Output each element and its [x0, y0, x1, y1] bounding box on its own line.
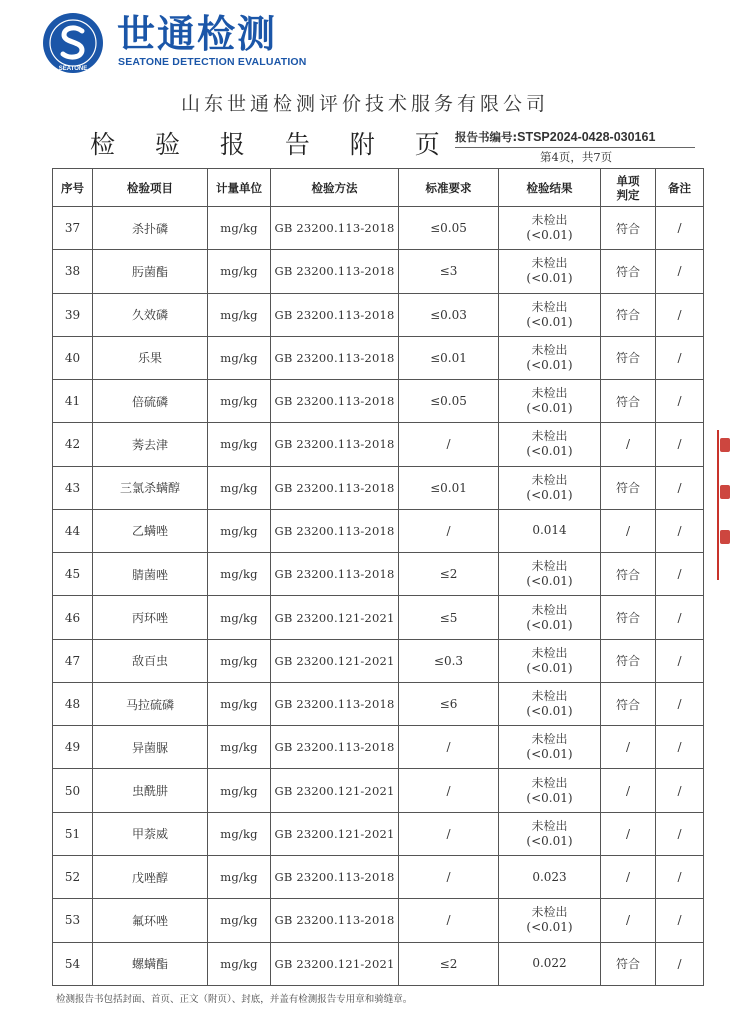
seatone-logo	[42, 12, 104, 74]
cell-standard: /	[399, 812, 499, 855]
cell-judge: 符合	[601, 380, 656, 423]
cell-method: GB 23200.113-2018	[271, 682, 399, 725]
result-limit: (<0.01)	[526, 617, 573, 632]
logo-text: SEATONE	[58, 66, 88, 72]
result-value: 未检出	[531, 429, 568, 444]
result-value: 未检出	[531, 342, 568, 357]
result-limit: (<0.01)	[526, 357, 573, 372]
cell-standard: ≤0.3	[399, 639, 499, 682]
result-value: 未检出	[531, 559, 568, 574]
cell-no: 39	[53, 293, 93, 336]
cell-item: 杀扑磷	[93, 207, 208, 250]
cell-standard: /	[399, 899, 499, 942]
cell-unit: mg/kg	[208, 336, 271, 379]
cell-item: 敌百虫	[93, 639, 208, 682]
cell-method: GB 23200.113-2018	[271, 726, 399, 769]
footer-note: 检测报告书包括封面、首页、正文（附页）、封底，并盖有检测报告专用章和骑缝章。	[56, 994, 413, 1005]
table-row	[53, 639, 704, 682]
result-limit: (<0.01)	[526, 833, 573, 848]
cell-remark: /	[656, 682, 704, 725]
result-value: 未检出	[531, 689, 568, 704]
cell-standard: ≤2	[399, 942, 499, 985]
cell-item: 乐果	[93, 336, 208, 379]
cell-remark: /	[656, 509, 704, 552]
cell-unit: mg/kg	[208, 769, 271, 812]
report-number-value: STSP2024-0428-030161	[517, 130, 656, 144]
cell-no: 46	[53, 596, 93, 639]
cell-method: GB 23200.113-2018	[271, 336, 399, 379]
cell-remark: /	[656, 293, 704, 336]
cell-item: 氟环唑	[93, 899, 208, 942]
cell-unit: mg/kg	[208, 293, 271, 336]
seam-stamp	[717, 430, 730, 580]
result-limit: (<0.01)	[526, 314, 573, 329]
cell-no: 41	[53, 380, 93, 423]
cell-unit: mg/kg	[208, 466, 271, 509]
table-row	[53, 596, 704, 639]
cell-method: GB 23200.113-2018	[271, 509, 399, 552]
result-limit: (<0.01)	[526, 660, 573, 675]
cell-judge: 符合	[601, 682, 656, 725]
cell-standard: ≤0.05	[399, 380, 499, 423]
table-row	[53, 380, 704, 423]
company-name: 山东世通检测评价技术服务有限公司	[180, 93, 549, 115]
cell-result	[499, 639, 601, 682]
result-limit: (<0.01)	[526, 790, 573, 805]
page-info: 第4页，共7页	[540, 150, 613, 164]
cell-judge: 符合	[601, 336, 656, 379]
cell-item: 乙螨唑	[93, 509, 208, 552]
cell-unit: mg/kg	[208, 553, 271, 596]
cell-remark: /	[656, 207, 704, 250]
result-value: 未检出	[531, 386, 568, 401]
cell-item: 久效磷	[93, 293, 208, 336]
result-limit: (<0.01)	[526, 920, 573, 935]
cell-result	[499, 596, 601, 639]
cell-method: GB 23200.113-2018	[271, 553, 399, 596]
cell-unit: mg/kg	[208, 250, 271, 293]
cell-remark: /	[656, 942, 704, 985]
cell-result	[499, 336, 601, 379]
cell-standard: ≤0.01	[399, 336, 499, 379]
cell-result	[499, 899, 601, 942]
result-value: 未检出	[531, 775, 568, 790]
cell-item: 马拉硫磷	[93, 682, 208, 725]
cell-standard: ≤3	[399, 250, 499, 293]
cell-standard: ≤0.01	[399, 466, 499, 509]
cell-judge: 符合	[601, 553, 656, 596]
header-method: 检验方法	[271, 169, 399, 207]
cell-item: 异菌脲	[93, 726, 208, 769]
cell-remark: /	[656, 769, 704, 812]
cell-no: 37	[53, 207, 93, 250]
result-limit: (<0.01)	[526, 401, 573, 416]
cell-judge: /	[601, 812, 656, 855]
cell-no: 38	[53, 250, 93, 293]
cell-no: 45	[53, 553, 93, 596]
header-judge	[601, 169, 656, 207]
cell-remark: /	[656, 423, 704, 466]
cell-standard: /	[399, 509, 499, 552]
cell-no: 50	[53, 769, 93, 812]
cell-result	[499, 942, 601, 985]
cell-standard: /	[399, 423, 499, 466]
cell-unit: mg/kg	[208, 596, 271, 639]
cell-judge: 符合	[601, 596, 656, 639]
cell-judge: 符合	[601, 250, 656, 293]
header-judge-line1: 单项	[616, 173, 640, 188]
result-value: 未检出	[531, 732, 568, 747]
cell-unit: mg/kg	[208, 207, 271, 250]
cell-judge: 符合	[601, 207, 656, 250]
cell-no: 43	[53, 466, 93, 509]
cell-item: 腈菌唑	[93, 553, 208, 596]
cell-method: GB 23200.113-2018	[271, 899, 399, 942]
header-remark: 备注	[656, 169, 704, 207]
cell-no: 40	[53, 336, 93, 379]
header-item: 检验项目	[93, 169, 208, 207]
result-value: 未检出	[531, 472, 568, 487]
cell-standard: ≤5	[399, 596, 499, 639]
cell-result	[499, 855, 601, 898]
cell-method: GB 23200.121-2021	[271, 812, 399, 855]
cell-standard: ≤2	[399, 553, 499, 596]
result-limit: (<0.01)	[526, 228, 573, 243]
cell-item: 莠去津	[93, 423, 208, 466]
cell-unit: mg/kg	[208, 509, 271, 552]
cell-remark: /	[656, 812, 704, 855]
cell-standard: /	[399, 769, 499, 812]
cell-no: 49	[53, 726, 93, 769]
cell-method: GB 23200.113-2018	[271, 466, 399, 509]
cell-no: 42	[53, 423, 93, 466]
cell-result	[499, 380, 601, 423]
cell-remark: /	[656, 899, 704, 942]
result-value: 0.022	[532, 956, 567, 971]
cell-result	[499, 769, 601, 812]
cell-item: 倍硫磷	[93, 380, 208, 423]
cell-item: 螺螨酯	[93, 942, 208, 985]
table-row	[53, 250, 704, 293]
cell-no: 48	[53, 682, 93, 725]
table-header-row	[53, 169, 704, 207]
cell-result	[499, 423, 601, 466]
result-value: 未检出	[531, 213, 568, 228]
cell-judge: 符合	[601, 293, 656, 336]
cell-method: GB 23200.113-2018	[271, 423, 399, 466]
report-number-label: 报告书编号:	[455, 130, 518, 144]
cell-no: 47	[53, 639, 93, 682]
cell-item: 肟菌酯	[93, 250, 208, 293]
cell-standard: /	[399, 855, 499, 898]
table-row	[53, 207, 704, 250]
table-row	[53, 726, 704, 769]
cell-standard: ≤0.03	[399, 293, 499, 336]
cell-no: 44	[53, 509, 93, 552]
header-standard: 标准要求	[399, 169, 499, 207]
cell-unit: mg/kg	[208, 899, 271, 942]
cell-method: GB 23200.121-2021	[271, 942, 399, 985]
cell-method: GB 23200.113-2018	[271, 207, 399, 250]
cell-no: 54	[53, 942, 93, 985]
cell-item: 丙环唑	[93, 596, 208, 639]
cell-unit: mg/kg	[208, 639, 271, 682]
result-value: 未检出	[531, 818, 568, 833]
table-row	[53, 812, 704, 855]
cell-judge: /	[601, 509, 656, 552]
cell-judge: 符合	[601, 466, 656, 509]
table-row	[53, 899, 704, 942]
result-limit: (<0.01)	[526, 747, 573, 762]
cell-remark: /	[656, 336, 704, 379]
cell-unit: mg/kg	[208, 812, 271, 855]
header-unit: 计量单位	[208, 169, 271, 207]
cell-standard: ≤0.05	[399, 207, 499, 250]
table-row	[53, 423, 704, 466]
cell-unit: mg/kg	[208, 423, 271, 466]
cell-result	[499, 682, 601, 725]
cell-unit: mg/kg	[208, 942, 271, 985]
cell-method: GB 23200.121-2021	[271, 769, 399, 812]
cell-method: GB 23200.113-2018	[271, 380, 399, 423]
table-row	[53, 769, 704, 812]
cell-judge: /	[601, 899, 656, 942]
cell-result	[499, 207, 601, 250]
cell-unit: mg/kg	[208, 726, 271, 769]
cell-unit: mg/kg	[208, 855, 271, 898]
cell-judge: /	[601, 726, 656, 769]
cell-judge: /	[601, 769, 656, 812]
result-value: 0.014	[532, 523, 567, 538]
result-value: 未检出	[531, 645, 568, 660]
cell-no: 52	[53, 855, 93, 898]
cell-remark: /	[656, 596, 704, 639]
result-limit: (<0.01)	[526, 574, 573, 589]
cell-remark: /	[656, 553, 704, 596]
table-row	[53, 293, 704, 336]
result-value: 0.023	[532, 869, 567, 884]
cell-method: GB 23200.113-2018	[271, 855, 399, 898]
cell-result	[499, 812, 601, 855]
cell-remark: /	[656, 726, 704, 769]
brand-name-cn: 世通检测	[117, 12, 278, 56]
cell-unit: mg/kg	[208, 380, 271, 423]
cell-remark: /	[656, 466, 704, 509]
cell-unit: mg/kg	[208, 682, 271, 725]
cell-method: GB 23200.121-2021	[271, 639, 399, 682]
cell-method: GB 23200.113-2018	[271, 250, 399, 293]
table-row	[53, 336, 704, 379]
result-limit: (<0.01)	[526, 271, 573, 286]
cell-result	[499, 293, 601, 336]
cell-method: GB 23200.113-2018	[271, 293, 399, 336]
brand-name-en: SEATONE DETECTION EVALUATION	[118, 56, 307, 68]
result-limit: (<0.01)	[526, 704, 573, 719]
cell-method: GB 23200.121-2021	[271, 596, 399, 639]
results-table	[52, 168, 704, 986]
cell-judge: /	[601, 855, 656, 898]
cell-judge: /	[601, 423, 656, 466]
cell-judge: 符合	[601, 942, 656, 985]
table-row	[53, 942, 704, 985]
cell-remark: /	[656, 250, 704, 293]
report-number	[455, 129, 695, 148]
cell-result	[499, 509, 601, 552]
result-limit: (<0.01)	[526, 444, 573, 459]
result-limit: (<0.01)	[526, 487, 573, 502]
cell-remark: /	[656, 380, 704, 423]
cell-result	[499, 726, 601, 769]
cell-result	[499, 466, 601, 509]
cell-item: 甲萘威	[93, 812, 208, 855]
cell-remark: /	[656, 855, 704, 898]
page-title: 检 验 报 告 附 页	[90, 130, 456, 159]
cell-no: 51	[53, 812, 93, 855]
result-value: 未检出	[531, 602, 568, 617]
cell-standard: ≤6	[399, 682, 499, 725]
result-value: 未检出	[531, 299, 568, 314]
header-judge-line2: 判定	[616, 187, 640, 202]
result-value: 未检出	[531, 256, 568, 271]
cell-judge: 符合	[601, 639, 656, 682]
header-no: 序号	[53, 169, 93, 207]
table-row	[53, 509, 704, 552]
table-row	[53, 855, 704, 898]
table-row	[53, 553, 704, 596]
table-row	[53, 466, 704, 509]
table-row	[53, 682, 704, 725]
cell-item: 虫酰肼	[93, 769, 208, 812]
cell-result	[499, 250, 601, 293]
cell-item: 戊唑醇	[93, 855, 208, 898]
cell-remark: /	[656, 639, 704, 682]
cell-no: 53	[53, 899, 93, 942]
header-result: 检验结果	[499, 169, 601, 207]
cell-item: 三氯杀螨醇	[93, 466, 208, 509]
cell-standard: /	[399, 726, 499, 769]
cell-result	[499, 553, 601, 596]
result-value: 未检出	[531, 905, 568, 920]
